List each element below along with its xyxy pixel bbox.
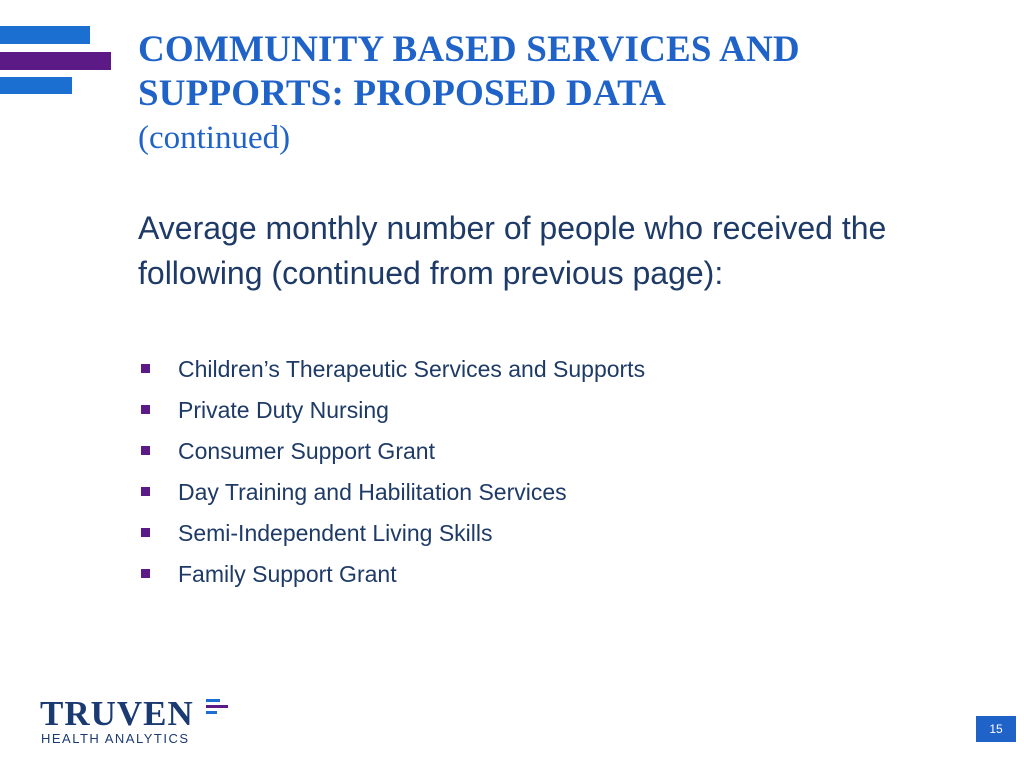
list-item-label: Children’s Therapeutic Services and Supports [178,356,646,382]
accent-bar-top [0,26,90,44]
accent-bar-bottom [0,77,72,94]
list-item-label: Day Training and Habilitation Services [178,479,567,505]
list-item [138,431,645,472]
slide-title [138,28,998,160]
square-bullet-icon [141,405,150,414]
list-item-label: Consumer Support Grant [178,438,435,464]
bullet-list [138,349,645,595]
list-item-label: Semi-Independent Living Skills [178,520,493,546]
logo-tagline: HEALTH ANALYTICS [41,731,190,746]
list-item [138,513,645,554]
list-item-label: Family Support Grant [178,561,397,587]
list-item-label: Private Duty Nursing [178,397,389,423]
slide-title-subtitle: (continued) [138,120,291,156]
logo-wordmark: TRUVEN [40,694,194,733]
page-number: 15 [976,716,1016,742]
list-item [138,349,645,390]
list-item [138,554,645,595]
square-bullet-icon [141,446,150,455]
logo-lines-icon [206,698,230,718]
square-bullet-icon [141,487,150,496]
accent-bar-middle [0,52,111,70]
square-bullet-icon [141,528,150,537]
square-bullet-icon [141,569,150,578]
list-item [138,472,645,513]
square-bullet-icon [141,364,150,373]
slide-title-main: COMMUNITY BASED SERVICES AND SUPPORTS: PROPOSED DATA [138,29,800,114]
truven-logo [40,694,240,754]
list-item [138,390,645,431]
intro-text: Average monthly number of people who received the following (continued from previous page): [138,210,887,291]
